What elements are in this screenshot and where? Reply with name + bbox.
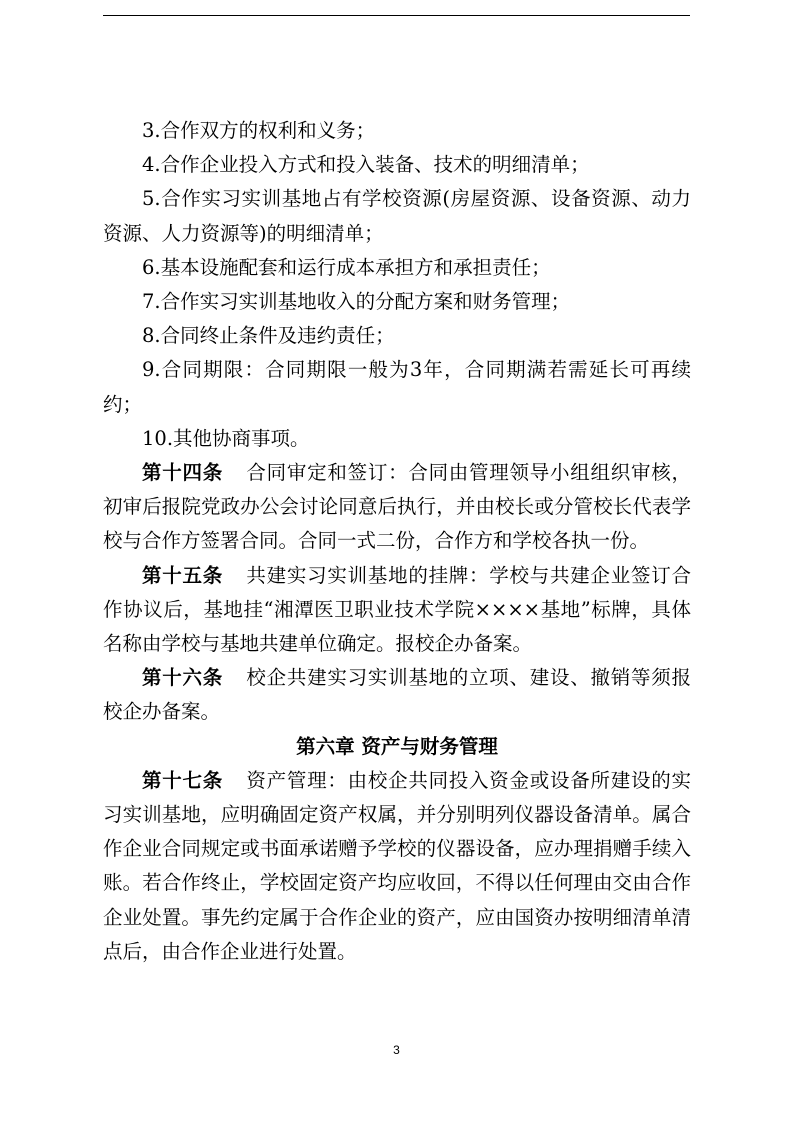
article-14-number: 第十四条 [142,461,223,485]
article-15 [103,559,691,662]
article-16 [103,661,691,729]
article-14 [103,456,691,559]
header-rule [103,15,690,16]
article-17-number: 第十七条 [142,768,223,792]
chapter-6-heading: 第六章 资产与财务管理 [296,734,498,758]
list-item-6: 6.基本设施配套和运行成本承担方和承担责任； [142,255,551,279]
article-14-text: 合同审定和签订：合同由管理领导小组组织审核，初审后报院党政办公会讨论同意后执行，并由校长或分管校长代表学校与合作方签署合同。合同一式二份，合作方和学校各执一份。 [103,461,691,553]
article-17-text: 资产管理：由校企共同投入资金或设备所建设的实习实训基地，应明确固定资产权属，并分别明列仪器设备清单。属合作企业合同规定或书面承诺赠予学校的仪器设备，应办理捐赠手续入账。若合作终止，学校固定资产均应收回，不得以任何理由交由合作企业处置。事先约定属于合作企业的资产，应由国资办按明细清单清点后，由合作企业进行处置。 [103,768,691,963]
article-15-number: 第十五条 [142,563,223,587]
page-number: 3 [393,1043,400,1057]
article-16-text: 校企共建实习实训基地的立项、建设、撤销等须报校企办备案。 [103,666,691,724]
article-16-number: 第十六条 [142,666,223,690]
list-item-10: 10.其他协商事项。 [142,426,310,450]
article-15-text: 共建实习实训基地的挂牌：学校与共建企业签订合作协议后，基地挂“湘潭医卫职业技术学院××××基地”标牌，具体名称由学校与基地共建单位确定。报校企办备案。 [103,563,691,656]
list-item-9: 9.合同期限：合同期限一般为3年，合同期满若需延长可再续约； [103,358,691,416]
list-item-3: 3.合作双方的权利和义务； [142,119,376,142]
list-item-5: 5.合作实习实训基地占有学校资源(房屋资源、设备资源、动力资源、人力资源等)的明细清单； [103,187,691,245]
document-body [103,114,691,969]
list-item-4: 4.合作企业投入方式和投入装备、技术的明细清单； [142,153,590,177]
list-item-8: 8.合同终止条件及违约责任； [142,324,395,348]
list-item-7: 7.合作实习实训基地收入的分配方案和财务管理； [142,290,571,314]
article-17 [103,764,691,969]
